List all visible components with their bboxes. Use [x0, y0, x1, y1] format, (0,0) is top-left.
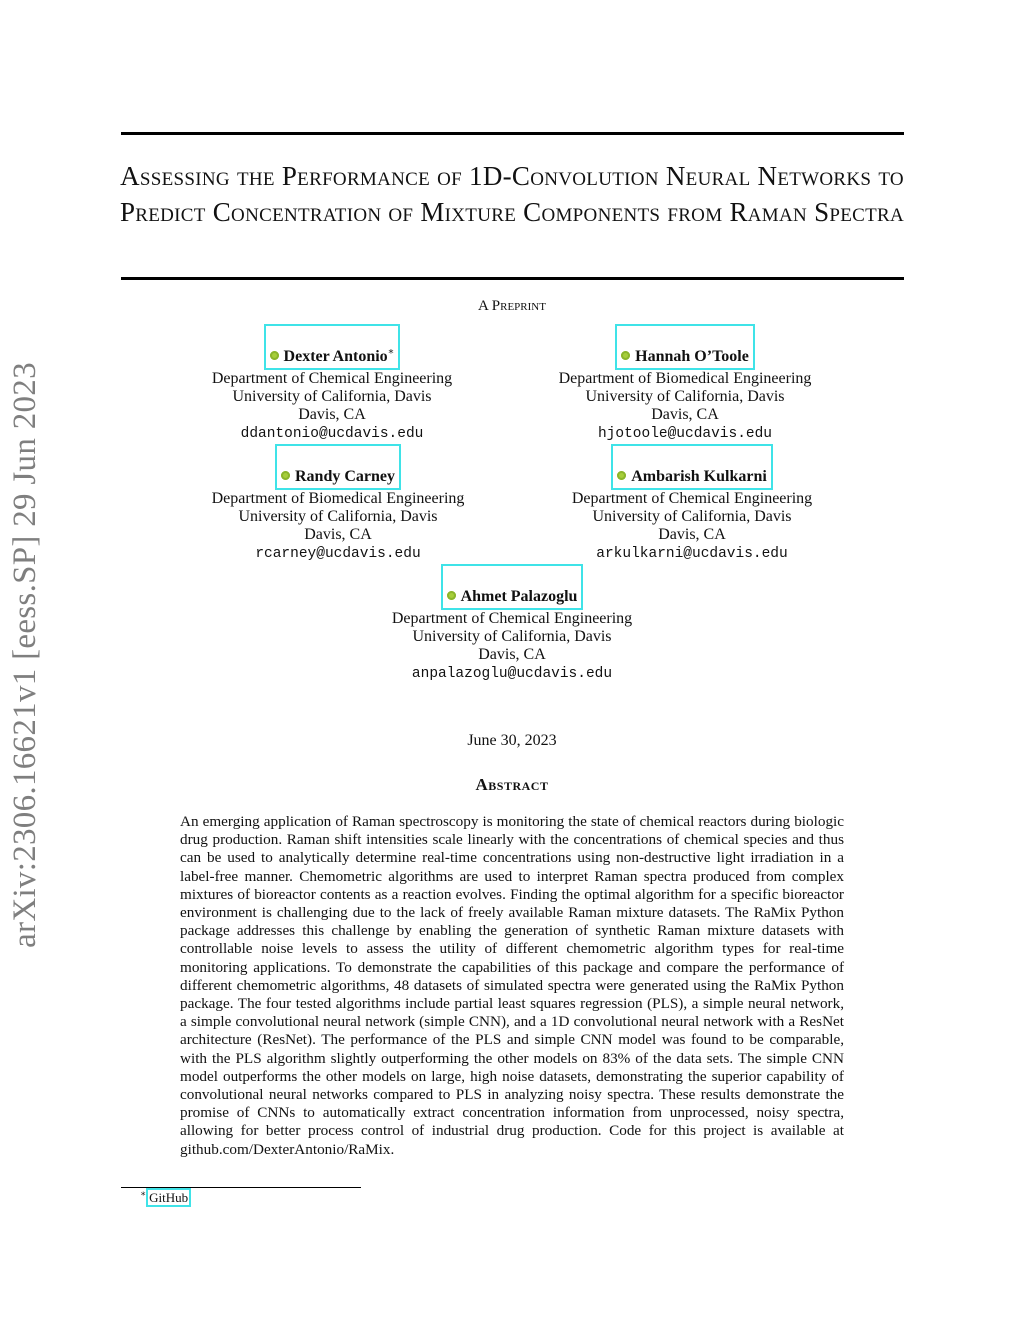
author-name-link[interactable] [611, 444, 773, 490]
author-university: University of California, Davis [238, 508, 438, 525]
github-link[interactable]: GitHub [146, 1188, 191, 1207]
abstract-heading: Abstract [475, 775, 549, 794]
author-university: University of California, Davis [592, 508, 792, 525]
author-block [162, 324, 502, 443]
author-email: arkulkarni@ucdavis.edu [596, 546, 788, 562]
author-university: University of California, Davis [232, 388, 432, 405]
author-block [168, 444, 508, 563]
author-email: anpalazoglu@ucdavis.edu [411, 666, 613, 682]
author-footnote-marker: ∗ [387, 346, 395, 358]
author-department: Department of Chemical Engineering [391, 610, 633, 627]
author-email: ddantonio@ucdavis.edu [240, 426, 424, 442]
author-name-link[interactable] [275, 444, 401, 490]
author-university: University of California, Davis [412, 628, 612, 645]
author-name-link[interactable] [264, 324, 401, 370]
author-name-link[interactable] [615, 324, 755, 370]
author-block [342, 564, 682, 683]
paper-title: Assessing the Performance of 1D-Convolution Neural Networks to Predict Concentration of Mixture Components from Raman Spectra [119, 161, 905, 227]
author-university: University of California, Davis [585, 388, 785, 405]
author-department: Department of Chemical Engineering [211, 370, 453, 387]
orcid-icon[interactable] [447, 591, 456, 600]
author-name-link[interactable] [441, 564, 584, 610]
paper-date: June 30, 2023 [467, 732, 557, 749]
footnote [140, 1190, 191, 1206]
author-name: Randy Carney [294, 468, 395, 485]
author-email: rcarney@ucdavis.edu [255, 546, 421, 562]
author-department: Department of Biomedical Engineering [558, 370, 812, 387]
orcid-icon[interactable] [621, 351, 630, 360]
author-department: Department of Biomedical Engineering [211, 490, 465, 507]
footnote-marker: ∗ [140, 1188, 147, 1199]
author-location: Davis, CA [478, 646, 546, 663]
title-rule-top [121, 132, 904, 135]
orcid-icon[interactable] [617, 471, 626, 480]
author-location: Davis, CA [304, 526, 372, 543]
author-email: hjotoole@ucdavis.edu [597, 426, 773, 442]
author-name: Hannah O’Toole [635, 348, 749, 365]
author-block [515, 324, 855, 443]
abstract-text: An emerging application of Raman spectroscopy is monitoring the state of chemical reactors during biologic drug production. Raman shift intensities scale linearly with the concentrations of chemical species and thus can be used to analytically determine real-time concentrations using non-destructive light irradiation in a label-free manner. Chemometric algorithms are used to interpret Raman spectra produced from complex mixtures of bioreactor contents as a reaction evolves. Finding the optimal algorithm for a specific bioreactor environment is challenging due to the lack of freely available Raman mixture datasets. The RaMix Python package addresses this challenge by enabling the generation of synthetic Raman mixture datasets with controllable noise levels to assess the utility of different chemometric algorithm types for real-time monitoring applications. To demonstrate the capabilities of this package and compare the performance of different chemometric algorithms, 48 datasets of simulated spectra were generated using the RaMix Python package. The four tested algorithms include partial least squares regression (PLS), a simple neural network, a simple convolutional neural network (simple CNN), and a 1D convolutional neural network with a ResNet architecture (ResNet). The performance of the PLS and simple CNN model was found to be comparable, with the PLS algorithm slightly outperforming the other models on 83% of the data sets. The simple CNN model outperforms the other models on large, high noise datasets, demonstrating the superior capability of convolutional neural networks compared to PLS in analyzing noisy spectra. These results demonstrate the promise of CNNs to automatically extract concentration information from unprocessed, noisy spectra, allowing for better process control of industrial drug production. Code for this project is available at github.com/DexterAntonio/RaMix. [180, 813, 844, 1158]
author-department: Department of Chemical Engineering [571, 490, 813, 507]
author-location: Davis, CA [658, 526, 726, 543]
author-location: Davis, CA [651, 406, 719, 423]
orcid-icon[interactable] [270, 351, 279, 360]
preprint-label: A Preprint [478, 298, 546, 314]
author-block [522, 444, 862, 563]
title-rule-bottom [121, 277, 904, 280]
orcid-icon[interactable] [281, 471, 290, 480]
arxiv-side-stamp: arXiv:2306.16621v1 [eess.SP] 29 Jun 2023 [7, 362, 43, 948]
author-name: Ambarish Kulkarni [631, 468, 767, 485]
author-name: Dexter Antonio [283, 348, 388, 365]
author-location: Davis, CA [298, 406, 366, 423]
author-name: Ahmet Palazoglu [460, 588, 578, 605]
